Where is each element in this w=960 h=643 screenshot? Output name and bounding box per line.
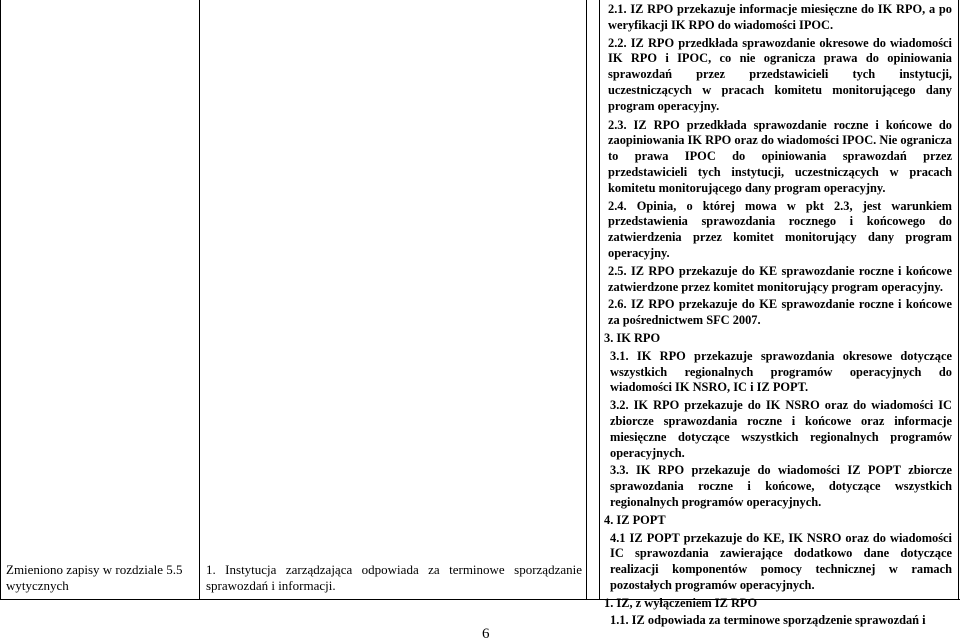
table-border-right bbox=[958, 0, 959, 600]
original-text-cell: 1. Instytucja zarządzająca odpowiada za terminowe sporządzanie sprawozdań i informacji. bbox=[206, 562, 582, 593]
paragraph: 3.2. IK RPO przekazuje do IK NSRO oraz do wiadomości IC zbiorcze sprawozdania roczne i końcowe oraz informacje miesięczne dotyczące wszystkich regionalnych programów operacyjnych. bbox=[610, 398, 952, 460]
table-border-left bbox=[0, 0, 1, 600]
paragraph: 3.3. IK RPO przekazuje do wiadomości IZ POPT zbiorcze sprawozdania roczne i końcowe, dotyczące wszystkich regionalnych programów operacyjnych. bbox=[610, 463, 952, 509]
paragraph: 2.4. Opinia, o której mowa w pkt 2.3, jest warunkiem przedstawienia sprawozdania rocznego i końcowego do zatwierdzenia przez komitet monitorujący dany program operacyjny. bbox=[608, 198, 952, 260]
revised-text-cell bbox=[604, 2, 952, 629]
paragraph: 2.5. IZ RPO przekazuje do KE sprawozdanie roczne i końcowe zatwierdzone przez komitet monitorujący program operacyjny. bbox=[608, 263, 952, 294]
paragraph: 2.2. IZ RPO przedkłada sprawozdanie okresowe do wiadomości IK RPO i IPOC, co nie ogranicza prawa do opiniowania sprawozdań przez przedstawicieli tych instytucji, uczestniczących w pracach komitetu monitorującego dany program operacyjny. bbox=[608, 35, 952, 113]
paragraph: 2.6. IZ RPO przekazuje do KE sprawozdanie roczne i końcowe za pośrednictwem SFC 2007. bbox=[608, 297, 952, 328]
paragraph: 3.1. IK RPO przekazuje sprawozdania okresowe dotyczące wszystkich regionalnych programów operacyjnych do wiadomości IK NSRO, IC i IZ POPT. bbox=[610, 348, 952, 395]
paragraph: 2.3. IZ RPO przedkłada sprawozdanie roczne i końcowe do zaopiniowania IK RPO oraz do wiadomości IPOC. Nie ogranicza to prawa IPOC do opiniowania sprawozdań przez przedstawicieli tych instytucji, uczestniczących w pracach komitetu monitorującego dany program operacyjny. bbox=[608, 117, 952, 195]
section-heading: 3. IK RPO bbox=[604, 330, 661, 345]
column-divider-3 bbox=[599, 0, 600, 600]
paragraph: 4.1 IZ POPT przekazuje do KE, IK NSRO oraz do wiadomości IC sprawozdania zawierające dodatkowo dane dotyczące realizacji komponentów pomocy technicznej w ramach pozostałych programów operacyjnych. bbox=[610, 530, 952, 592]
column-divider-1 bbox=[199, 0, 200, 600]
section-heading: 4. IZ POPT bbox=[604, 512, 666, 527]
paragraph: 1.1. IZ odpowiada za terminowe sporządzenie sprawozdań i bbox=[610, 613, 926, 628]
paragraph: 2.1. IZ RPO przekazuje informacje miesięczne do IK RPO, a po weryfikacji IK RPO do wiadomości IPOC. bbox=[608, 2, 952, 32]
change-note-cell: Zmieniono zapisy w rozdziale 5.5 wytycznych bbox=[6, 562, 183, 593]
section-heading: 1. IZ, z wyłączeniem IZ RPO bbox=[604, 595, 758, 610]
page-number: 6 bbox=[482, 626, 490, 642]
column-divider-2 bbox=[586, 0, 587, 600]
